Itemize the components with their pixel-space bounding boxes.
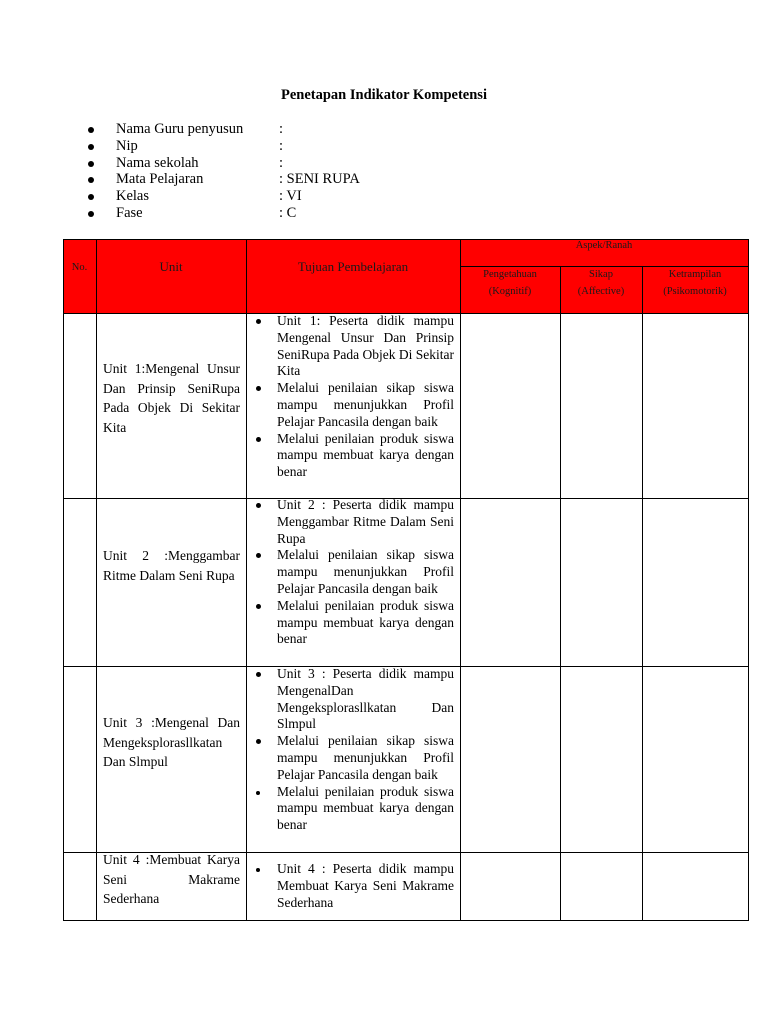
list-item xyxy=(250,313,454,380)
header-keterampilan-line2: (Psikomotorik) xyxy=(663,286,727,297)
header-unit: Unit xyxy=(159,259,183,274)
list-item xyxy=(250,598,454,648)
table-border xyxy=(63,920,749,921)
info-value: : C xyxy=(279,204,297,221)
table-border xyxy=(460,239,461,921)
table-border xyxy=(96,239,97,921)
info-value: : VI xyxy=(279,188,302,205)
unit-cell: Unit 4 :Membuat Karya Seni Makrame Sederhana xyxy=(103,852,240,906)
table-border xyxy=(63,239,64,921)
list-item xyxy=(250,861,454,911)
unit-cell: Unit 1:Mengenal Unsur Dan Prinsip SeniRupa Pada Objek Di Sekitar Kita xyxy=(103,361,240,435)
bullet-icon xyxy=(256,868,260,872)
bullet-icon xyxy=(256,553,261,558)
info-label: Nama sekolah xyxy=(116,154,199,171)
header-pengetahuan-line1: Pengetahuan xyxy=(483,269,537,280)
header-pengetahuan-line2: (Kognitif) xyxy=(488,286,532,297)
unit-cell: Unit 2 :Menggambar Ritme Dalam Seni Rupa xyxy=(103,548,240,583)
bullet-icon xyxy=(256,386,261,391)
bullet-icon xyxy=(256,437,261,442)
info-label: Mata Pelajaran xyxy=(116,171,204,188)
info-value: : SENI RUPA xyxy=(279,171,360,188)
info-label: Kelas xyxy=(116,188,150,205)
table-border xyxy=(560,266,561,921)
header-keterampilan xyxy=(642,266,748,300)
tujuan-text: Melalui penilaian sikap siswa mampu menunjukkan Profil Pelajar Pancasila dengan baik xyxy=(277,733,454,782)
tujuan-text: Melalui penilaian produk siswa mampu membuat karya dengan benar xyxy=(277,783,454,833)
list-item xyxy=(250,431,454,481)
list-item xyxy=(250,547,454,597)
info-value: : xyxy=(279,137,284,154)
header-no: No. xyxy=(71,262,88,273)
table-border xyxy=(748,239,749,921)
info-label: Nip xyxy=(116,137,138,154)
info-label: Fase xyxy=(116,204,143,221)
bullet-icon xyxy=(256,319,261,324)
tujuan-list xyxy=(250,861,454,911)
info-value: : xyxy=(279,121,284,137)
tujuan-text: Melalui penilaian produk siswa mampu membuat karya dengan benar xyxy=(277,430,454,480)
list-item xyxy=(250,497,454,547)
tujuan-text: Unit 2 : Peserta didik mampu Menggambar Ritme Dalam Seni Rupa xyxy=(277,497,454,546)
tujuan-text: Melalui penilaian sikap siswa mampu menunjukkan Profil Pelajar Pancasila dengan baik xyxy=(277,547,454,596)
tujuan-text: Unit 4 : Peserta didik mampu Membuat Karya Seni Makrame Sederhana xyxy=(277,861,454,910)
tujuan-text: Unit 1: Peserta didik mampu Mengenal Unsur Dan Prinsip SeniRupa Pada Objek Di Sekitar Kita xyxy=(277,313,454,379)
bullet-icon xyxy=(256,604,261,609)
header-sikap-line1: Sikap xyxy=(589,269,613,280)
header-sikap-line2: (Affective) xyxy=(577,286,625,297)
tujuan-text: Melalui penilaian sikap siswa mampu menunjukkan Profil Pelajar Pancasila dengan baik xyxy=(277,380,454,429)
list-item xyxy=(250,733,454,783)
header-aspek: Aspek/Ranah xyxy=(575,240,633,251)
table-border xyxy=(246,239,247,921)
tujuan-text: Unit 3 : Peserta didik mampu MengenalDan Mengeksplorasllkatan Dan Slmpul xyxy=(277,666,454,732)
header-keterampilan-line1: Ketrampilan xyxy=(668,269,722,280)
info-label: Nama Guru penyusun xyxy=(116,121,244,137)
bullet-icon xyxy=(256,503,261,508)
header-pengetahuan xyxy=(460,266,560,300)
info-value: : xyxy=(279,154,284,171)
bullet-icon xyxy=(256,791,260,795)
page-title: Penetapan Indikator Kompetensi xyxy=(281,87,487,103)
table-border xyxy=(642,266,643,921)
list-item xyxy=(250,380,454,430)
unit-cell: Unit 3 :Mengenal Dan Mengeksplorasllkatan Dan Slmpul xyxy=(103,715,240,769)
bullet-icon xyxy=(256,672,261,677)
header-tujuan: Tujuan Pembelajaran xyxy=(297,259,409,274)
tujuan-list xyxy=(250,313,454,481)
header-sikap xyxy=(560,266,642,300)
tujuan-list xyxy=(250,497,454,648)
list-item xyxy=(250,784,454,834)
tujuan-text: Melalui penilaian produk siswa mampu membuat karya dengan benar xyxy=(277,597,454,647)
bullet-icon xyxy=(256,739,261,744)
list-item xyxy=(250,666,454,733)
tujuan-list xyxy=(250,666,454,834)
